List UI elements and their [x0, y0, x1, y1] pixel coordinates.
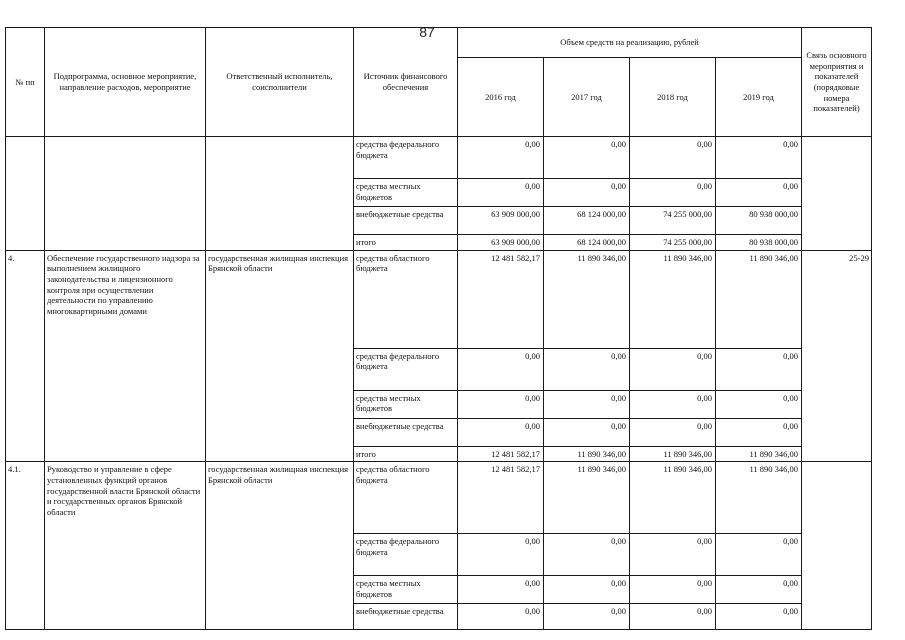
cell-2017: 0,00 [544, 137, 630, 179]
cell-source: средства областного бюджета [354, 462, 458, 534]
cell-nn: 4. [6, 250, 45, 462]
cell-2016: 0,00 [458, 418, 544, 446]
cell-2016: 12 481 582,17 [458, 250, 544, 348]
cell-2018: 11 890 346,00 [630, 446, 716, 462]
header-source: Источник финансового обеспечения [354, 28, 458, 137]
header-volume: Объем средств на реализацию, рублей [458, 28, 802, 58]
cell-program [45, 137, 206, 251]
cell-program: Руководство и управление в сфере установленных функций органов государственной власти Брянской области и государственных органов Брянской области [45, 462, 206, 630]
cell-link [802, 137, 872, 251]
cell-2016: 12 481 582,17 [458, 446, 544, 462]
cell-2016: 63 909 000,00 [458, 235, 544, 251]
cell-2018: 0,00 [630, 390, 716, 418]
cell-2018: 0,00 [630, 604, 716, 630]
cell-nn [6, 137, 45, 251]
budget-table [5, 27, 872, 630]
cell-2017: 11 890 346,00 [544, 250, 630, 348]
cell-2019: 11 890 346,00 [716, 462, 802, 534]
cell-2017: 0,00 [544, 534, 630, 576]
cell-source: средства местных бюджетов [354, 390, 458, 418]
cell-source: средства местных бюджетов [354, 179, 458, 207]
cell-source: средства местных бюджетов [354, 576, 458, 604]
cell-executor [206, 137, 354, 251]
cell-source: внебюджетные средства [354, 207, 458, 235]
cell-2016: 0,00 [458, 576, 544, 604]
cell-2018: 0,00 [630, 576, 716, 604]
cell-program: Обеспечение государственного надзора за выполнением жилищного законодательства и лицензионного контроля при осуществлении деятельности по управлению многоквартирными домами [45, 250, 206, 462]
header-link: Связь основного мероприятия и показателей (порядковые номера показателей) [802, 28, 872, 137]
table-row [6, 137, 872, 179]
cell-executor: государственная жилищная инспекция Брянской области [206, 250, 354, 462]
header-year-2016: 2016 год [458, 58, 544, 137]
cell-2018: 0,00 [630, 534, 716, 576]
cell-2018: 74 255 000,00 [630, 207, 716, 235]
cell-2019: 0,00 [716, 179, 802, 207]
cell-2019: 0,00 [716, 348, 802, 390]
cell-2017: 0,00 [544, 179, 630, 207]
cell-2019: 80 938 000,00 [716, 235, 802, 251]
cell-2017: 0,00 [544, 348, 630, 390]
header-year-2019: 2019 год [716, 58, 802, 137]
cell-source: средства областного бюджета [354, 250, 458, 348]
cell-2017: 0,00 [544, 576, 630, 604]
cell-source: средства федерального бюджета [354, 348, 458, 390]
cell-2016: 63 909 000,00 [458, 207, 544, 235]
cell-link [802, 462, 872, 630]
cell-2019: 0,00 [716, 390, 802, 418]
header-nn: № пп [6, 28, 45, 137]
cell-2016: 0,00 [458, 137, 544, 179]
cell-source: средства федерального бюджета [354, 534, 458, 576]
cell-2017: 0,00 [544, 604, 630, 630]
cell-2016: 0,00 [458, 348, 544, 390]
cell-2019: 80 938 000,00 [716, 207, 802, 235]
cell-2016: 0,00 [458, 534, 544, 576]
cell-executor: государственная жилищная инспекция Брянской области [206, 462, 354, 630]
cell-2019: 0,00 [716, 418, 802, 446]
table-row [6, 250, 872, 348]
cell-2017: 68 124 000,00 [544, 235, 630, 251]
cell-2019: 0,00 [716, 137, 802, 179]
cell-2019: 0,00 [716, 604, 802, 630]
cell-2016: 0,00 [458, 604, 544, 630]
cell-2017: 11 890 346,00 [544, 462, 630, 534]
cell-2017: 68 124 000,00 [544, 207, 630, 235]
cell-2018: 0,00 [630, 179, 716, 207]
cell-2019: 11 890 346,00 [716, 446, 802, 462]
cell-source: внебюджетные средства [354, 418, 458, 446]
page-number: 87 [419, 24, 435, 40]
cell-nn: 4.1. [6, 462, 45, 630]
cell-2016: 0,00 [458, 390, 544, 418]
header-executor: Ответственный исполнитель, соисполнители [206, 28, 354, 137]
cell-source: итого [354, 235, 458, 251]
header-year-2017: 2017 год [544, 58, 630, 137]
cell-2016: 12 481 582,17 [458, 462, 544, 534]
table-row [6, 462, 872, 534]
cell-2018: 0,00 [630, 348, 716, 390]
cell-2018: 0,00 [630, 418, 716, 446]
cell-source: внебюджетные средства [354, 604, 458, 630]
cell-2018: 74 255 000,00 [630, 235, 716, 251]
cell-link: 25-29 [802, 250, 872, 462]
header-program: Подпрограмма, основное мероприятие, направление расходов, мероприятие [45, 28, 206, 137]
cell-2017: 11 890 346,00 [544, 446, 630, 462]
cell-2018: 0,00 [630, 137, 716, 179]
cell-2017: 0,00 [544, 390, 630, 418]
header-year-2018: 2018 год [630, 58, 716, 137]
cell-2016: 0,00 [458, 179, 544, 207]
cell-2017: 0,00 [544, 418, 630, 446]
cell-source: итого [354, 446, 458, 462]
cell-source: средства федерального бюджета [354, 137, 458, 179]
cell-2019: 0,00 [716, 534, 802, 576]
cell-2018: 11 890 346,00 [630, 250, 716, 348]
cell-2018: 11 890 346,00 [630, 462, 716, 534]
cell-2019: 11 890 346,00 [716, 250, 802, 348]
cell-2019: 0,00 [716, 576, 802, 604]
